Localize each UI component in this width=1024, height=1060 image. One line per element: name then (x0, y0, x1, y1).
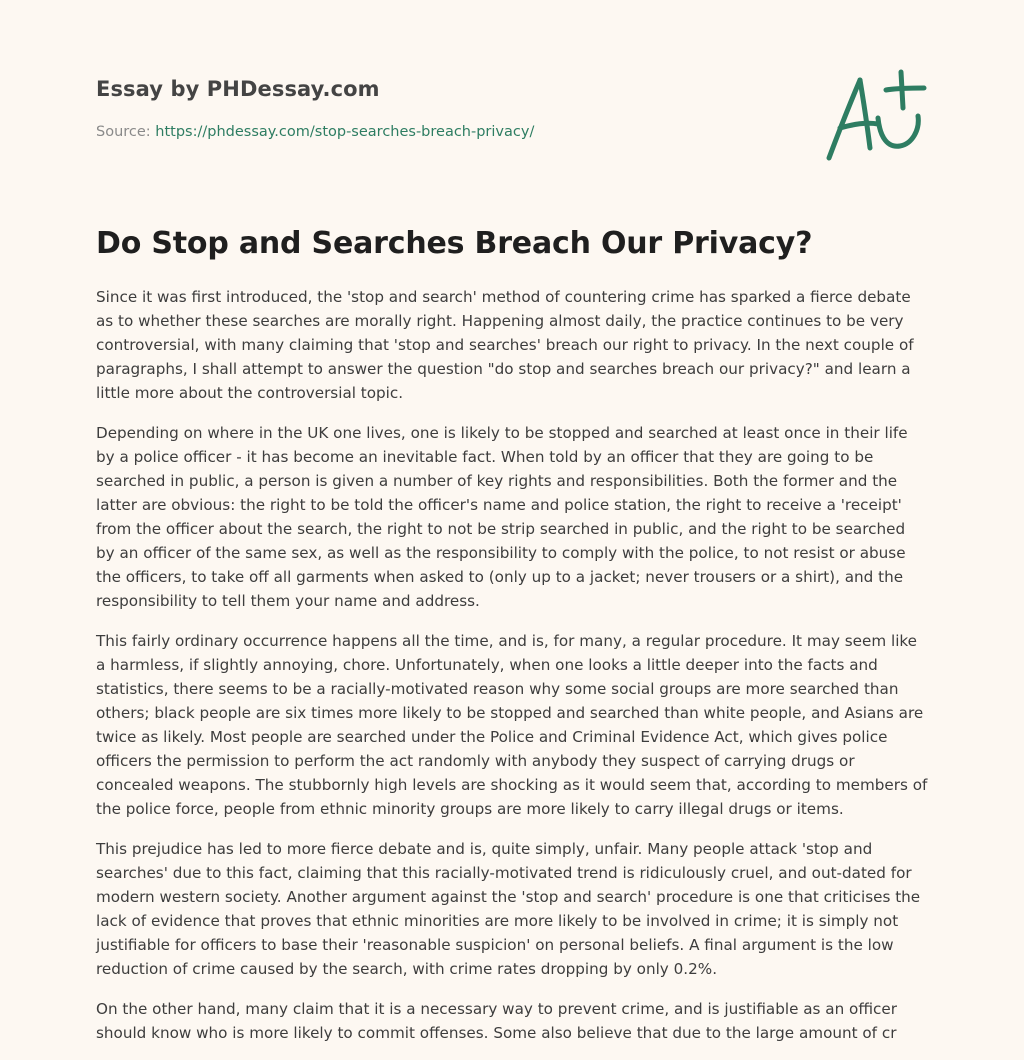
essay-body (96, 285, 928, 1045)
essay-title: Do Stop and Searches Breach Our Privacy? (96, 226, 813, 261)
source-link[interactable]: https://phdessay.com/stop-searches-breach-privacy/ (155, 124, 535, 140)
paragraph: This prejudice has led to more fierce debate and is, quite simply, unfair. Many people attack 'stop and searches' due to this fact, claiming that this racially-motivated trend is ridiculously cruel, and out-dated for modern western society. Another argument against the 'stop and search' procedure is one that criticises the lack of evidence that proves that ethnic minorities are more likely to be involved in crime; it is simply not justifiable for officers to base their 'reasonable suspicion' on personal beliefs. A final argument is the low reduction of crime caused by the search, with crime rates dropping by only 0.2%. (96, 840, 921, 978)
source-label: Source: (96, 124, 156, 140)
a-plus-icon (820, 64, 930, 168)
paragraph: This fairly ordinary occurrence happens all the time, and is, for many, a regular procedure. It may seem like a harmless, if slightly annoying, chore. Unfortunately, when one looks a little deeper into the facts and statistics, there seems to be a racially-motivated reason why some social groups are more searched than others; black people are six times more likely to be stopped and searched than white people, and Asians are twice as likely. Most people are searched under the Police and Criminal Evidence Act, which gives police officers the permission to perform the act randomly with anybody they suspect of carrying drugs or concealed weapons. The stubbornly high levels are shocking as it would seem that, according to members of the police force, people from ethnic minority groups are more likely to carry illegal drugs or items. (96, 632, 928, 818)
paragraph: Depending on where in the UK one lives, one is likely to be stopped and searched at least once in their life by a police officer - it has become an inevitable fact. When told by an officer that they are going to be searched in public, a person is given a number of key rights and responsibilities. Both the former and the latter are obvious: the right to be told the officer's name and police station, the right to receive a 'receipt' from the officer about the search, the right to not be strip searched in public, and the right to be searched by an officer of the same sex, as well as the responsibility to comply with the police, to not resist or abuse the officers, to take off all garments when asked to (only up to a jacket; never trousers or a shirt), and the responsibility to tell them your name and address. (96, 424, 908, 610)
paragraph: On the other hand, many claim that it is a necessary way to prevent crime, and is justifiable as an officer should know who is more likely to commit offenses. Some also believe that due to the large amount of cr (96, 1000, 897, 1042)
paragraph: Since it was first introduced, the 'stop and search' method of countering crime has sparked a fierce debate as to whether these searches are morally right. Happening almost daily, the practice continues to be very controversial, with many claiming that 'stop and searches' breach our right to privacy. In the next couple of paragraphs, I shall attempt to answer the question "do stop and searches breach our privacy?" and learn a little more about the controversial topic. (96, 288, 914, 402)
source-line (96, 124, 534, 140)
brand-title: Essay by PHDessay.com (96, 77, 380, 101)
